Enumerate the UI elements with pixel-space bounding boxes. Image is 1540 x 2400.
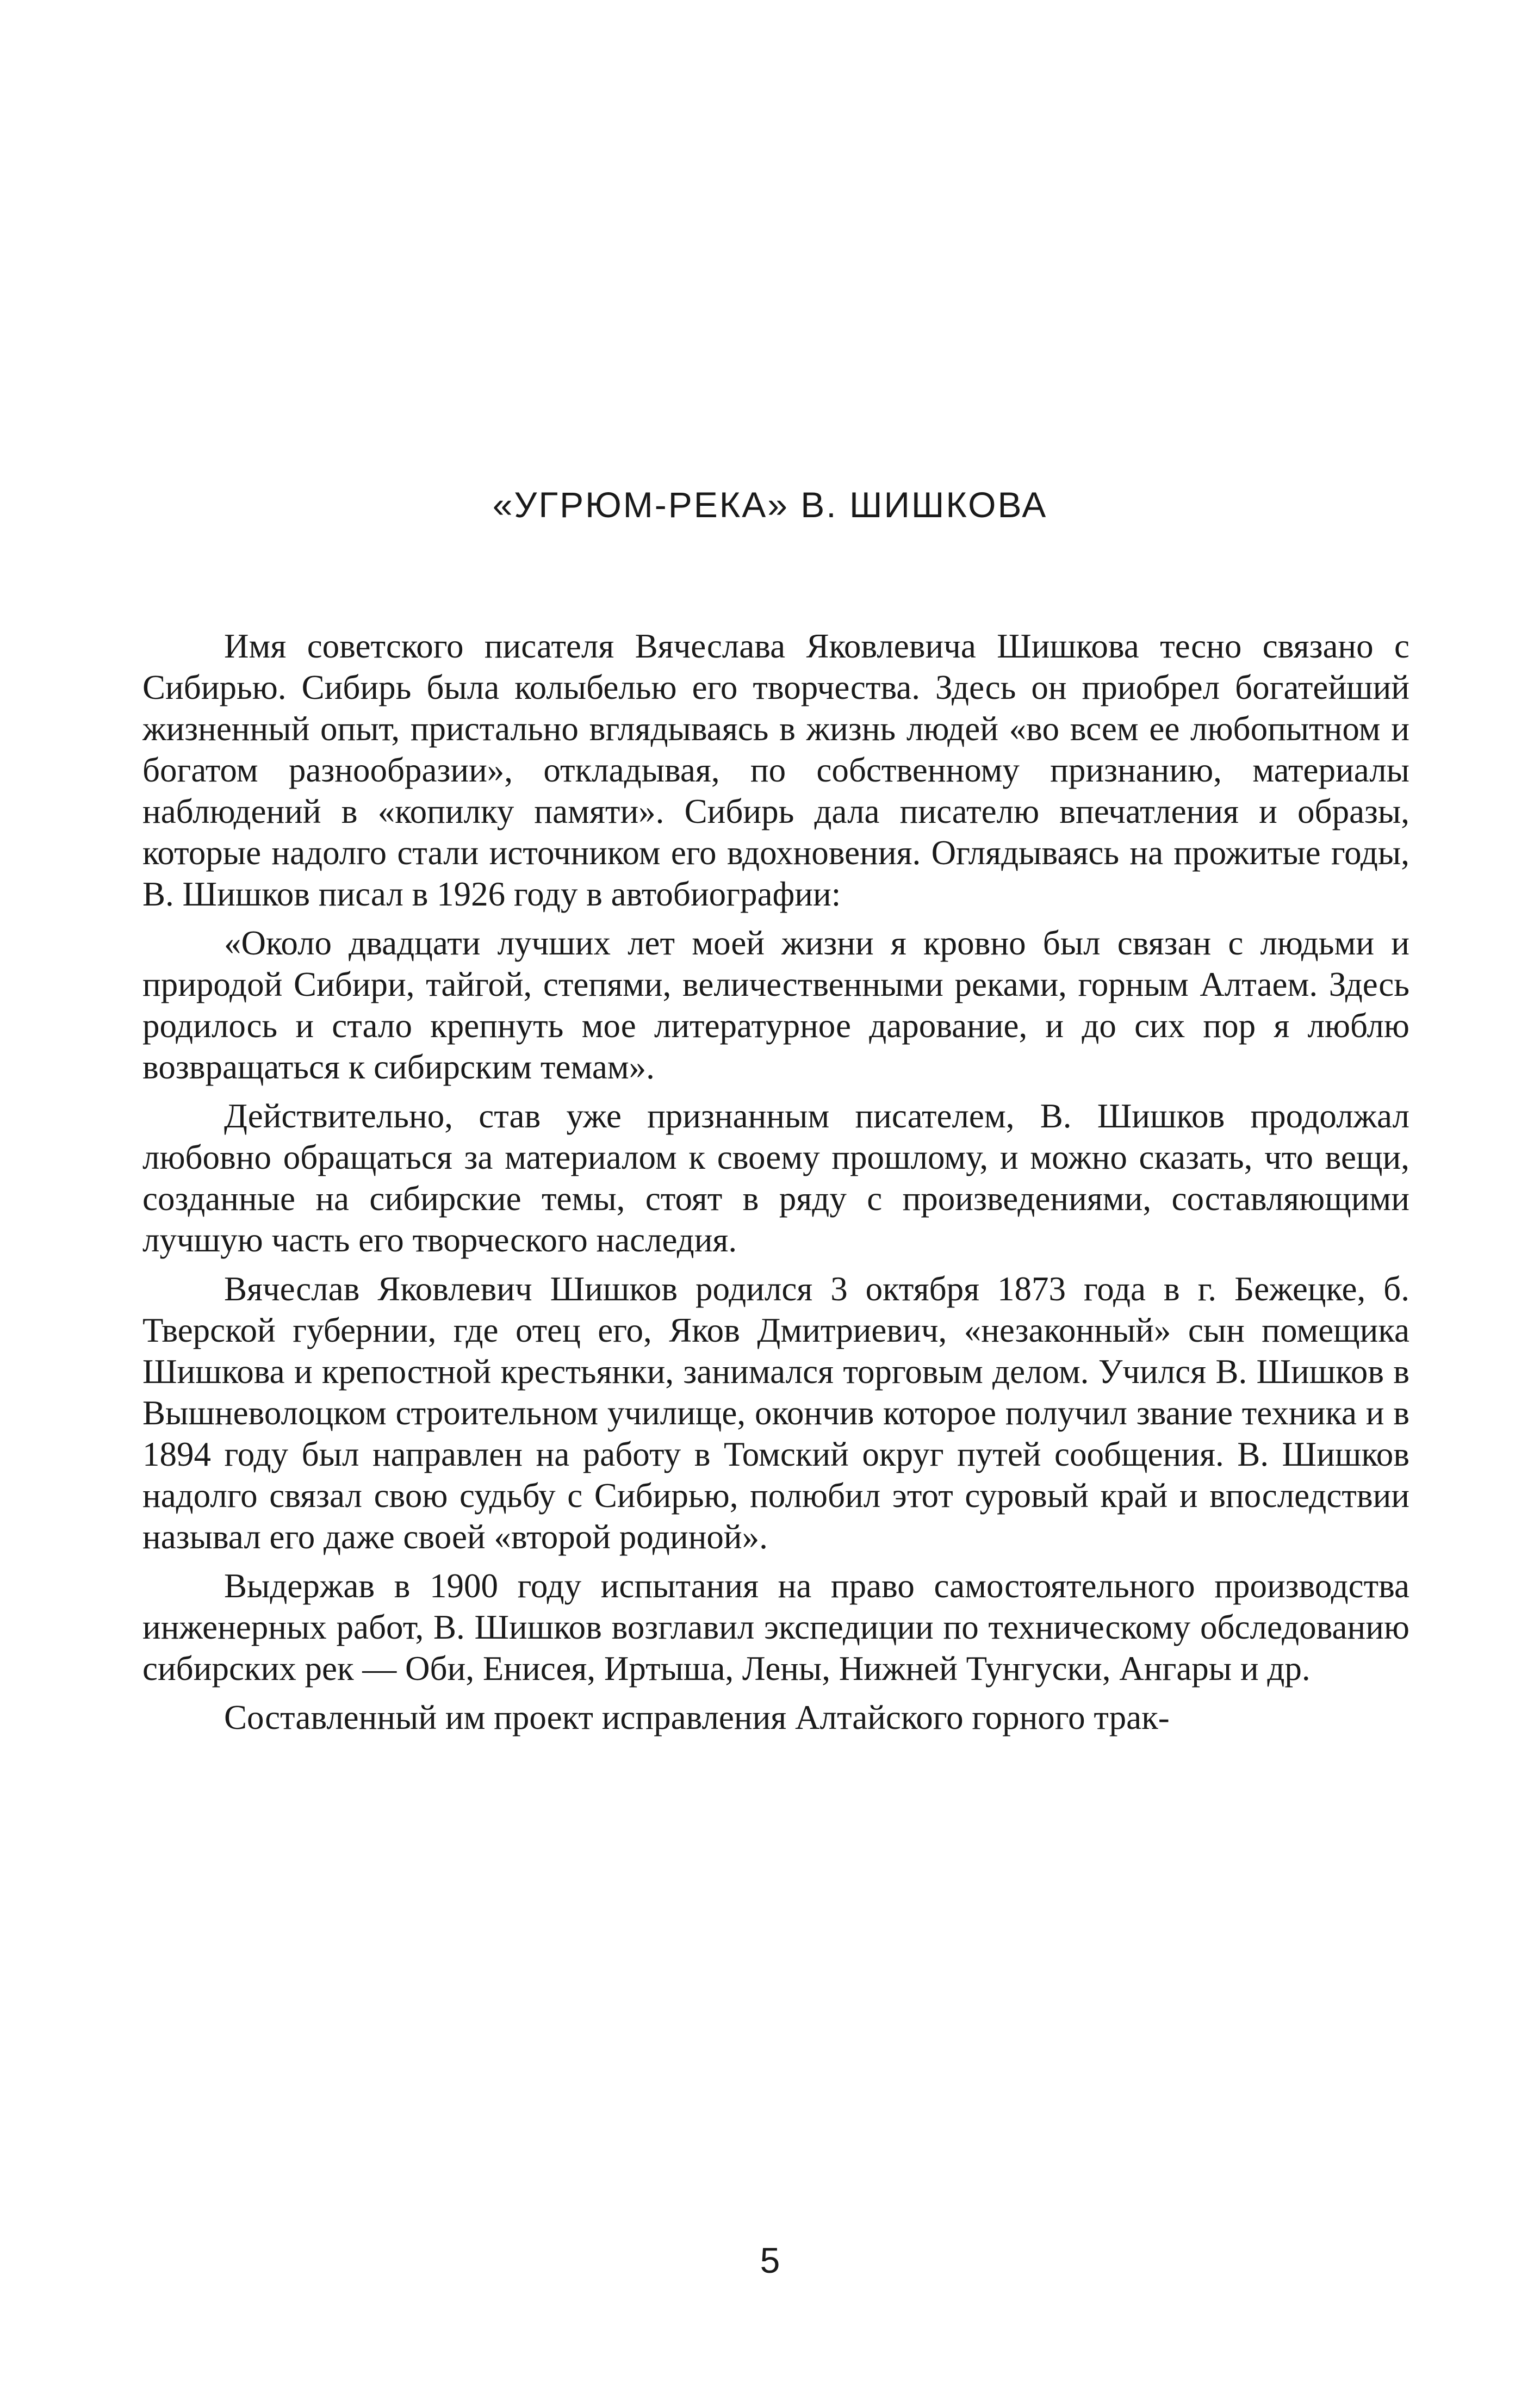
paragraph-4: Вячеслав Яковлевич Шишков родился 3 октября 1873 года в г. Бежецке, б. Тверской губернии, где отец его, Яков Дмитриевич, «незаконный» сын помещика Шишкова и крепостной крестьянки, занимался торговым делом. Учился В. Шишков в Вышневолоцком строительном училище, окончив которое получил звание техника и в 1894 году был направлен на работу в Томский округ путей сообщения. В. Шишков надолго связал свою судьбу с Сибирью, полюбил этот суровый край и впоследствии называл его даже своей «второй родиной». [142, 1270, 1409, 1556]
paragraph-2-quote: «Около двадцати лучших лет моей жизни я кровно был связан с людьми и природой Сибири, тайгой, степями, величественными реками, горным Алтаем. Здесь родилось и стало крепнуть мое литературное дарование, и до сих пор я люблю возвращаться к сибирским темам». [142, 924, 1409, 1086]
paragraph-1: Имя советского писателя Вячеслава Яковлевича Шишкова тесно связано с Сибирью. Сибирь была колыбелью его творчества. Здесь он приобрел богатейший жизненный опыт, пристально вглядываясь в жизнь людей «во всем ее любопытном и богатом разнообразии», откладывая, по собственному признанию, материалы наблюдений в «копилку памяти». Сибирь дала писателю впечатления и образы, которые надолго стали источником его вдохновения. Оглядываясь на прожитые годы, В. Шишков писал в 1926 году в автобиографии: [142, 627, 1409, 913]
body-text [142, 625, 1409, 1746]
paragraph-5: Выдержав в 1900 году испытания на право самостоятельного производства инженерных работ, В. Шишков возглавил экспедиции по техническому обследованию сибирских рек — Оби, Енисея, Иртыша, Лены, Нижней Тунгуски, Ангары и др. [142, 1567, 1409, 1688]
chapter-title: «УГРЮМ-РЕКА» В. ШИШКОВА [492, 485, 1048, 525]
page-number: 5 [760, 2240, 780, 2280]
paragraph-6: Составленный им проект исправления Алтайского горного трак- [224, 1698, 1170, 1737]
paragraph-3: Действительно, став уже признанным писателем, В. Шишков продолжал любовно обращаться за материалом к своему прошлому, и можно сказать, что вещи, созданные на сибирские темы, стоят в ряду с произведениями, составляющими лучшую часть его творческого наследия. [142, 1097, 1409, 1259]
